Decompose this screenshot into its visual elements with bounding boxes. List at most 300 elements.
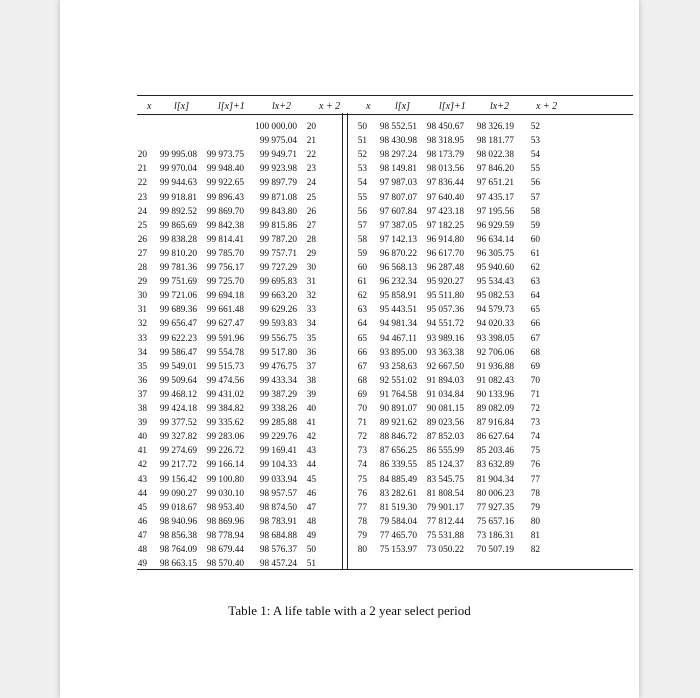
cell-x2: 42 (306, 432, 316, 443)
cell-lx2: 99 387.29 (259, 389, 297, 400)
cell-lx: 99 622.23 (159, 333, 197, 344)
cell-x2: 64 (530, 291, 540, 302)
cell-lx: 96 568.13 (379, 263, 417, 273)
cell-lx2: 98 022.38 (476, 150, 514, 161)
cell-x: 34 (137, 347, 147, 358)
cell-x: 61 (357, 277, 367, 288)
cell-lx2: 99 663.20 (259, 291, 297, 302)
cell-x: 31 (137, 305, 147, 316)
table-row (60, 488, 639, 500)
cell-x: 60 (357, 263, 367, 273)
cell-x2: 75 (530, 446, 540, 457)
cell-x2: 45 (306, 474, 316, 485)
cell-lx1: 99 474.56 (206, 375, 244, 386)
cell-lx2: 95 534.43 (476, 277, 514, 288)
cell-x2: 73 (530, 418, 540, 429)
cell-lx2: 99 338.26 (259, 404, 297, 414)
cell-lx: 99 327.82 (159, 432, 197, 443)
cell-x: 75 (357, 474, 367, 485)
cell-lx1: 99 226.72 (206, 446, 244, 457)
cell-lx: 95 443.51 (379, 305, 417, 316)
cell-lx: 94 981.34 (379, 319, 417, 330)
table-row (60, 347, 639, 359)
cell-x2: 58 (530, 206, 540, 217)
cell-lx1: 98 173.79 (426, 150, 464, 161)
cell-x2: 60 (530, 234, 540, 245)
cell-lx1: 83 545.75 (426, 474, 464, 485)
cell-lx2: 87 916.84 (476, 418, 514, 429)
cell-lx1: 99 814.41 (206, 234, 244, 245)
cell-x: 68 (357, 375, 367, 386)
cell-lx2: 70 507.19 (476, 545, 514, 555)
cell-lx: 98 856.38 (159, 530, 197, 541)
cell-lx: 99 810.20 (159, 248, 197, 259)
cell-x: 35 (137, 361, 147, 372)
cell-lx: 98 430.98 (379, 136, 417, 147)
cell-x: 48 (137, 545, 147, 555)
table-row (60, 220, 639, 232)
cell-x2: 37 (306, 361, 316, 372)
cell-x2: 44 (306, 460, 316, 471)
cell-lx1: 98 013.56 (426, 164, 464, 175)
cell-x: 50 (357, 122, 367, 132)
cell-lx1: 95 920.27 (426, 277, 464, 288)
cell-lx: 99 656.47 (159, 319, 197, 330)
table-row (60, 375, 639, 387)
cell-x: 67 (357, 361, 367, 372)
header-lx2-left: lx+2 (272, 101, 291, 112)
cell-lx2: 99 229.76 (259, 432, 297, 443)
cell-x2: 66 (530, 319, 540, 330)
cell-x: 47 (137, 530, 147, 541)
table-row (60, 163, 639, 175)
table-row (60, 121, 639, 133)
cell-lx1: 99 627.47 (206, 319, 244, 330)
cell-lx2: 99 104.33 (259, 460, 297, 471)
cell-lx2: 99 169.41 (259, 446, 297, 457)
cell-lx2: 94 579.73 (476, 305, 514, 316)
cell-lx1: 77 812.44 (426, 516, 464, 527)
cell-lx1: 97 640.40 (426, 192, 464, 203)
cell-lx2: 96 634.14 (476, 234, 514, 245)
cell-x: 25 (137, 220, 147, 231)
cell-lx2: 99 727.29 (259, 263, 297, 273)
header-x-left: x (147, 101, 152, 112)
cell-lx1: 91 034.84 (426, 389, 464, 400)
cell-lx2: 73 186.31 (476, 530, 514, 541)
cell-lx: 99 018.67 (159, 502, 197, 513)
cell-x2: 34 (306, 319, 316, 330)
cell-x2: 28 (306, 234, 316, 245)
cell-lx: 97 987.03 (379, 178, 417, 189)
cell-lx: 86 339.55 (379, 460, 417, 471)
cell-x2: 70 (530, 375, 540, 386)
cell-lx: 99 468.12 (159, 389, 197, 400)
cell-lx1: 99 554.78 (206, 347, 244, 358)
cell-lx2: 99 629.26 (259, 305, 297, 316)
cell-lx2: 99 871.08 (259, 192, 297, 203)
cell-lx2: 98 326.19 (476, 122, 514, 132)
cell-x: 55 (357, 192, 367, 203)
cell-lx: 99 549.01 (159, 361, 197, 372)
cell-x: 52 (357, 150, 367, 161)
cell-x: 78 (357, 516, 367, 527)
table-row (60, 389, 639, 401)
table-row (60, 558, 639, 570)
cell-lx1: 99 973.75 (206, 150, 244, 161)
cell-lx: 97 607.84 (379, 206, 417, 217)
cell-x2: 40 (306, 404, 316, 414)
cell-lx2: 93 398.05 (476, 333, 514, 344)
cell-x2: 20 (306, 122, 316, 132)
cell-lx1: 97 423.18 (426, 206, 464, 217)
cell-x2: 78 (530, 488, 540, 499)
cell-lx: 98 552.51 (379, 122, 417, 132)
cell-lx1: 98 869.96 (206, 516, 244, 527)
cell-x: 40 (137, 432, 147, 443)
cell-lx1: 99 756.17 (206, 263, 244, 273)
cell-lx2: 83 632.89 (476, 460, 514, 471)
cell-lx2: 99 695.83 (259, 277, 297, 288)
table-row (60, 262, 639, 274)
cell-lx1: 98 318.95 (426, 136, 464, 147)
cell-lx2: 98 576.37 (259, 545, 297, 555)
cell-lx2: 91 936.88 (476, 361, 514, 372)
cell-lx2: 99 975.04 (259, 136, 297, 147)
cell-x2: 23 (306, 164, 316, 175)
cell-lx2: 90 133.96 (476, 389, 514, 400)
cell-x2: 68 (530, 347, 540, 358)
cell-lx: 95 858.91 (379, 291, 417, 302)
cell-x2: 30 (306, 263, 316, 273)
table-row (60, 290, 639, 302)
cell-lx: 83 282.61 (379, 488, 417, 499)
cell-x2: 21 (306, 136, 316, 147)
cell-x2: 32 (306, 291, 316, 302)
cell-lx1: 87 852.03 (426, 432, 464, 443)
cell-lx: 94 467.11 (380, 333, 417, 344)
cell-lx2: 99 593.83 (259, 319, 297, 330)
cell-x2: 81 (530, 530, 540, 541)
cell-lx2: 99 843.80 (259, 206, 297, 217)
cell-lx: 96 870.22 (379, 248, 417, 259)
cell-lx1: 73 050.22 (426, 545, 464, 555)
cell-lx2: 77 927.35 (476, 502, 514, 513)
cell-lx2: 98 457.24 (259, 559, 297, 570)
cell-lx1: 75 531.88 (426, 530, 464, 541)
cell-x2: 71 (530, 389, 540, 400)
table-row (60, 530, 639, 542)
cell-lx2: 81 904.34 (476, 474, 514, 485)
cell-lx: 98 149.81 (379, 164, 417, 175)
cell-lx1: 93 363.38 (426, 347, 464, 358)
cell-lx2: 86 627.64 (476, 432, 514, 443)
cell-lx1: 99 896.43 (206, 192, 244, 203)
cell-lx: 98 940.96 (159, 516, 197, 527)
cell-x2: 55 (530, 164, 540, 175)
cell-lx: 97 142.13 (379, 234, 417, 245)
cell-lx2: 75 657.16 (476, 516, 514, 527)
cell-lx1: 86 555.99 (426, 446, 464, 457)
cell-x2: 69 (530, 361, 540, 372)
cell-x: 37 (137, 389, 147, 400)
cell-lx: 99 689.36 (159, 305, 197, 316)
cell-lx2: 80 006.23 (476, 488, 514, 499)
cell-x2: 67 (530, 333, 540, 344)
cell-x: 56 (357, 206, 367, 217)
cell-lx1: 92 667.50 (426, 361, 464, 372)
cell-lx2: 96 929.59 (476, 220, 514, 231)
cell-lx: 93 895.00 (379, 347, 417, 358)
cell-x: 74 (357, 460, 367, 471)
cell-lx2: 98 957.57 (259, 488, 297, 499)
cell-x: 66 (357, 347, 367, 358)
cell-lx2: 99 757.71 (259, 248, 297, 259)
cell-x: 72 (357, 432, 367, 443)
cell-lx2: 91 082.43 (476, 375, 514, 386)
cell-lx: 99 509.64 (159, 375, 197, 386)
cell-lx1: 99 030.10 (206, 488, 244, 499)
cell-lx1: 98 953.40 (206, 502, 244, 513)
table-row (60, 149, 639, 161)
cell-lx1: 97 836.44 (426, 178, 464, 189)
cell-lx1: 99 591.96 (206, 333, 244, 344)
table-header-rule (137, 114, 633, 115)
cell-x2: 57 (530, 192, 540, 203)
cell-x2: 25 (306, 192, 316, 203)
table-row (60, 544, 639, 556)
cell-x: 58 (357, 234, 367, 245)
cell-lx2: 99 949.71 (259, 150, 297, 161)
header-lx-left: l[x] (174, 101, 189, 112)
cell-lx: 99 424.18 (159, 404, 197, 414)
cell-x: 59 (357, 248, 367, 259)
cell-x: 63 (357, 305, 367, 316)
cell-lx1: 99 335.62 (206, 418, 244, 429)
cell-lx1: 89 023.56 (426, 418, 464, 429)
cell-lx1: 98 679.44 (206, 545, 244, 555)
cell-lx: 98 297.24 (379, 150, 417, 161)
cell-lx: 75 153.97 (379, 545, 417, 555)
cell-lx1: 99 694.18 (206, 291, 244, 302)
cell-lx1: 96 617.70 (426, 248, 464, 259)
cell-lx: 98 663.15 (159, 559, 197, 570)
cell-x2: 54 (530, 150, 540, 161)
header-x2-left: x + 2 (319, 101, 341, 112)
cell-lx2: 99 556.75 (259, 333, 297, 344)
cell-x2: 61 (530, 248, 540, 259)
table-caption: Table 1: A life table with a 2 year select period (228, 603, 471, 618)
cell-lx1: 96 914.80 (426, 234, 464, 245)
cell-x: 27 (137, 248, 147, 259)
cell-lx2: 98 181.77 (476, 136, 514, 147)
cell-lx1: 79 901.17 (426, 502, 464, 513)
cell-lx: 99 944.63 (159, 178, 197, 189)
table-row (60, 206, 639, 218)
cell-lx1: 97 182.25 (426, 220, 464, 231)
document-page (60, 0, 639, 698)
cell-x2: 31 (306, 277, 316, 288)
cell-lx: 99 217.72 (159, 460, 197, 471)
cell-x: 77 (357, 502, 367, 513)
cell-x2: 35 (306, 333, 316, 344)
cell-lx1: 98 778.94 (206, 530, 244, 541)
cell-lx1: 99 661.48 (206, 305, 244, 316)
cell-lx: 99 995.08 (159, 150, 197, 161)
cell-x2: 41 (306, 418, 316, 429)
cell-x: 28 (137, 263, 147, 273)
cell-x: 22 (137, 178, 147, 189)
cell-x2: 80 (530, 516, 540, 527)
cell-x: 41 (137, 446, 147, 457)
cell-lx2: 99 476.75 (259, 361, 297, 372)
cell-x2: 47 (306, 502, 316, 513)
header-lx1-left: l[x]+1 (218, 101, 245, 112)
cell-x: 51 (357, 136, 367, 147)
cell-x: 42 (137, 460, 147, 471)
cell-x: 80 (357, 545, 367, 555)
cell-lx2: 100 000.00 (255, 122, 297, 132)
cell-lx1: 99 948.40 (206, 164, 244, 175)
cell-lx1: 99 431.02 (206, 389, 244, 400)
table-row (60, 276, 639, 288)
header-lx-right: l[x] (395, 101, 410, 112)
cell-lx2: 95 940.60 (476, 263, 514, 273)
cell-lx: 88 846.72 (379, 432, 417, 443)
cell-x2: 22 (306, 150, 316, 161)
cell-lx: 91 764.58 (379, 389, 417, 400)
cell-lx: 81 519.30 (379, 502, 417, 513)
cell-lx2: 99 897.79 (259, 178, 297, 189)
cell-x: 20 (137, 150, 147, 161)
header-x2-right: x + 2 (536, 101, 558, 112)
cell-x: 36 (137, 375, 147, 386)
cell-lx1: 99 922.65 (206, 178, 244, 189)
cell-lx1: 99 842.38 (206, 220, 244, 231)
cell-lx1: 85 124.37 (426, 460, 464, 471)
header-x-right: x (366, 101, 371, 112)
cell-lx: 99 781.36 (159, 263, 197, 273)
cell-lx1: 96 287.48 (426, 263, 464, 273)
table-row (60, 417, 639, 429)
table-row (60, 459, 639, 471)
cell-x: 44 (137, 488, 147, 499)
cell-lx: 99 377.52 (159, 418, 197, 429)
cell-x: 70 (357, 404, 367, 414)
cell-x: 24 (137, 206, 147, 217)
cell-lx2: 99 033.94 (259, 474, 297, 485)
cell-lx1: 99 384.82 (206, 404, 244, 414)
cell-x: 76 (357, 488, 367, 499)
cell-x2: 62 (530, 263, 540, 273)
cell-x: 62 (357, 291, 367, 302)
table-row (60, 333, 639, 345)
cell-x2: 72 (530, 404, 540, 414)
cell-x: 43 (137, 474, 147, 485)
cell-lx2: 97 651.21 (476, 178, 514, 189)
table-row (60, 361, 639, 373)
cell-x2: 26 (306, 206, 316, 217)
cell-x2: 46 (306, 488, 316, 499)
cell-lx1: 99 166.14 (206, 460, 244, 471)
cell-x2: 77 (530, 474, 540, 485)
cell-lx1: 90 081.15 (426, 404, 464, 414)
cell-lx1: 81 808.54 (426, 488, 464, 499)
cell-lx1: 99 785.70 (206, 248, 244, 259)
cell-lx2: 99 285.88 (259, 418, 297, 429)
cell-lx1: 99 100.80 (206, 474, 244, 485)
cell-lx: 99 918.81 (159, 192, 197, 203)
cell-x2: 33 (306, 305, 316, 316)
cell-x2: 63 (530, 277, 540, 288)
cell-lx2: 98 684.88 (259, 530, 297, 541)
cell-lx: 99 751.69 (159, 277, 197, 288)
cell-lx2: 99 815.86 (259, 220, 297, 231)
cell-lx1: 95 511.80 (427, 291, 464, 302)
table-row (60, 474, 639, 486)
table-top-rule (137, 95, 633, 96)
cell-lx: 99 892.52 (159, 206, 197, 217)
cell-lx2: 99 787.20 (259, 234, 297, 245)
cell-x: 30 (137, 291, 147, 302)
cell-x2: 76 (530, 460, 540, 471)
cell-lx: 96 232.34 (379, 277, 417, 288)
cell-lx1: 99 283.06 (206, 432, 244, 443)
cell-x: 71 (357, 418, 367, 429)
cell-x2: 36 (306, 347, 316, 358)
cell-x: 57 (357, 220, 367, 231)
cell-x2: 65 (530, 305, 540, 316)
cell-lx2: 85 203.46 (476, 446, 514, 457)
cell-lx: 98 764.09 (159, 545, 197, 555)
cell-x: 79 (357, 530, 367, 541)
cell-lx1: 93 989.16 (426, 333, 464, 344)
cell-lx: 99 865.69 (159, 220, 197, 231)
cell-lx1: 94 551.72 (426, 319, 464, 330)
cell-x: 69 (357, 389, 367, 400)
cell-lx: 99 156.42 (159, 474, 197, 485)
cell-x2: 74 (530, 432, 540, 443)
table-row (60, 516, 639, 528)
cell-lx2: 92 706.06 (476, 347, 514, 358)
table-row (60, 234, 639, 246)
cell-lx: 90 891.07 (379, 404, 417, 414)
cell-x: 49 (137, 559, 147, 570)
cell-x2: 59 (530, 220, 540, 231)
cell-lx: 97 387.05 (379, 220, 417, 231)
table-row (60, 135, 639, 147)
header-lx1-right: l[x]+1 (439, 101, 466, 112)
cell-x2: 79 (530, 502, 540, 513)
cell-x: 64 (357, 319, 367, 330)
cell-lx: 99 586.47 (159, 347, 197, 358)
cell-lx: 84 885.49 (379, 474, 417, 485)
cell-lx1: 99 869.70 (206, 206, 244, 217)
cell-lx2: 98 783.91 (259, 516, 297, 527)
cell-lx: 92 551.02 (379, 375, 417, 386)
cell-lx1: 95 057.36 (426, 305, 464, 316)
cell-x: 32 (137, 319, 147, 330)
cell-lx1: 98 570.40 (206, 559, 244, 570)
cell-lx2: 97 435.17 (476, 192, 514, 203)
cell-x: 54 (357, 178, 367, 189)
cell-lx2: 98 874.50 (259, 502, 297, 513)
cell-x: 39 (137, 418, 147, 429)
table-row (60, 318, 639, 330)
cell-lx: 99 970.04 (159, 164, 197, 175)
cell-x2: 27 (306, 220, 316, 231)
cell-x2: 39 (306, 389, 316, 400)
